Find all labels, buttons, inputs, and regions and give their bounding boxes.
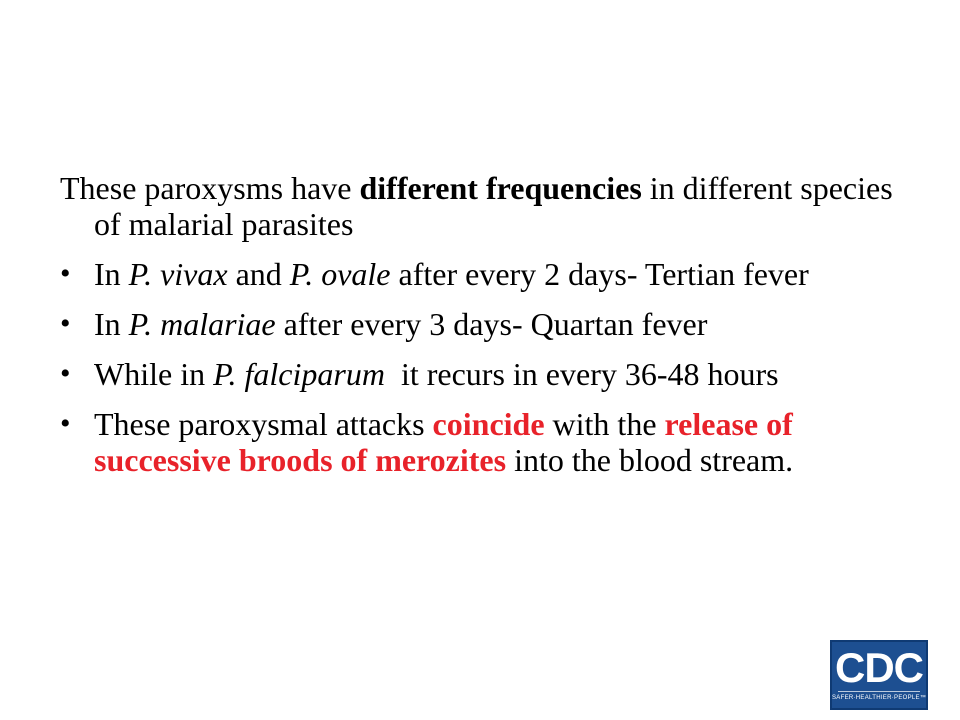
intro-paragraph (60, 170, 910, 242)
bullet-text: it recurs in every 36-48 hours (384, 356, 779, 392)
species-name: P. vivax (128, 256, 228, 292)
bullet-text: These paroxysmal attacks (94, 406, 433, 442)
intro-bold-text: different frequencies (359, 170, 642, 206)
bullet-icon: • (60, 307, 71, 340)
species-name: P. falciparum (213, 356, 385, 392)
bullet-vivax-ovale (60, 256, 910, 292)
species-name: P. ovale (289, 256, 391, 292)
bullet-text: In (94, 256, 129, 292)
cdc-logo-tagline: SAFER·HEALTHIER·PEOPLE™ (832, 695, 927, 701)
bullet-text: In (94, 306, 129, 342)
highlight-text: coincide (432, 406, 545, 442)
bullet-icon: • (60, 257, 71, 290)
bullet-malariae (60, 306, 910, 342)
bullet-text: with the (544, 406, 665, 442)
bullet-text: after every 2 days- Tertian fever (390, 256, 809, 292)
bullet-text: and (227, 256, 290, 292)
highlight-text: release of successive broods of merozites (94, 406, 793, 478)
bullet-paroxysmal-attacks (60, 406, 910, 478)
cdc-logo-letters: CDC (835, 644, 923, 691)
logo-divider (838, 691, 920, 692)
intro-text-2: in different species of malarial parasites (94, 170, 893, 242)
bullet-text: after every 3 days- Quartan fever (275, 306, 708, 342)
intro-text-1: These paroxysms have (60, 170, 360, 206)
bullet-text: into the blood stream. (506, 442, 794, 478)
cdc-logo (830, 640, 928, 710)
bullet-icon: • (60, 407, 71, 440)
bullet-text: While in (94, 356, 214, 392)
bullet-falciparum (60, 356, 910, 392)
bullet-icon: • (60, 357, 71, 390)
slide-body (60, 170, 910, 492)
species-name: P. malariae (128, 306, 276, 342)
